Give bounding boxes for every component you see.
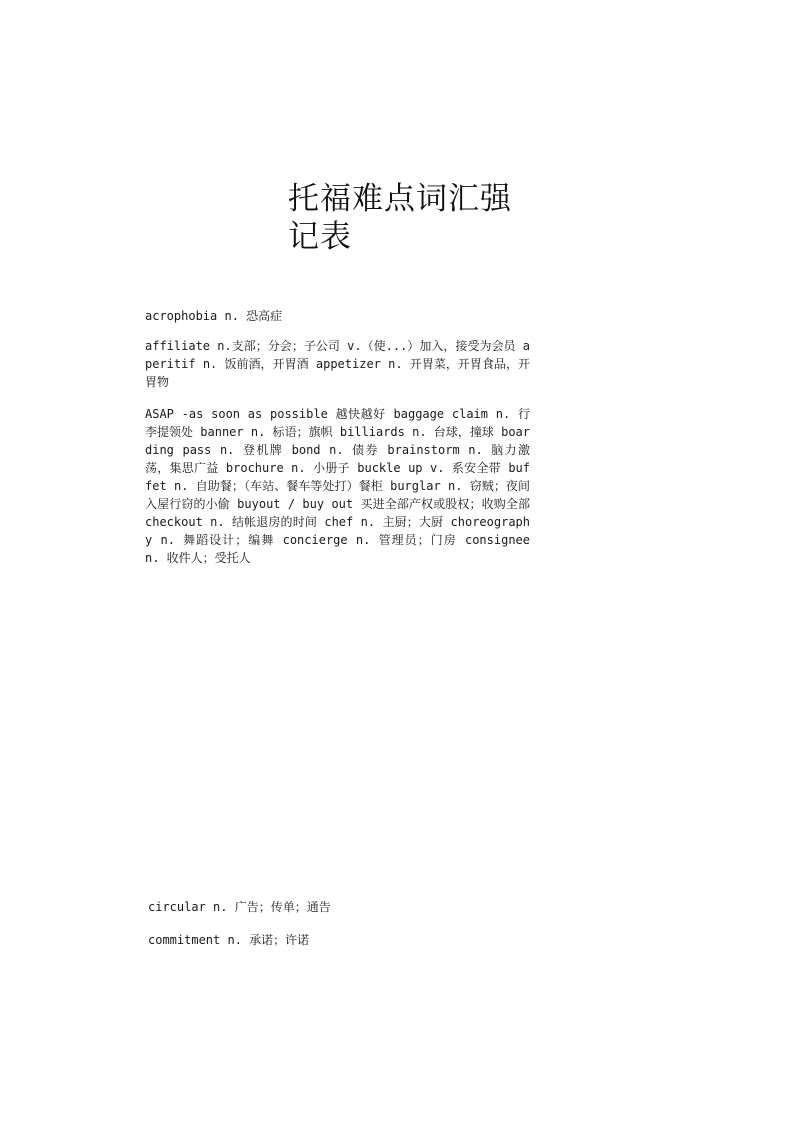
document-title: 托福难点词汇强记表 xyxy=(288,181,512,255)
vocab-paragraph-affiliate: affiliate n.支部；分会；子公司 v.（使...）加入，接受为会员 aperitif n. 饭前酒，开胃酒 appetizer n. 开胃菜，开胃食品，开胃物 xyxy=(145,339,530,389)
vocab-paragraph-acrophobia: acrophobia n. 恐高症 xyxy=(145,309,283,323)
vocab-paragraph-circular: circular n. 广告；传单；通告 xyxy=(148,900,331,914)
vocab-paragraph-asap: ASAP -as soon as possible 越快越好 baggage claim n. 行李提领处 banner n. 标语；旗帜 billiards n. 台球，撞球 boarding pass n. 登机牌 bond n. 债券 brainstorm n. 脑力激荡，集思广益 brochure n. 小册子 buckle up v. 系安全带 buffet n. 自助餐；（车站、餐车等处打）餐柜 burglar n. 窃贼；夜间入屋行窃的小偷 buyout / buy out 买进全部产权或股权；收购全部 checkout n. 结帐退房的时间 chef n. 主厨；大厨 choreography n. 舞蹈设计；编舞 concierge n. 管理员；门房 consignee n. 收件人；受托人 xyxy=(145,407,530,565)
vocab-paragraph-commitment: commitment n. 承诺；许诺 xyxy=(148,933,310,947)
